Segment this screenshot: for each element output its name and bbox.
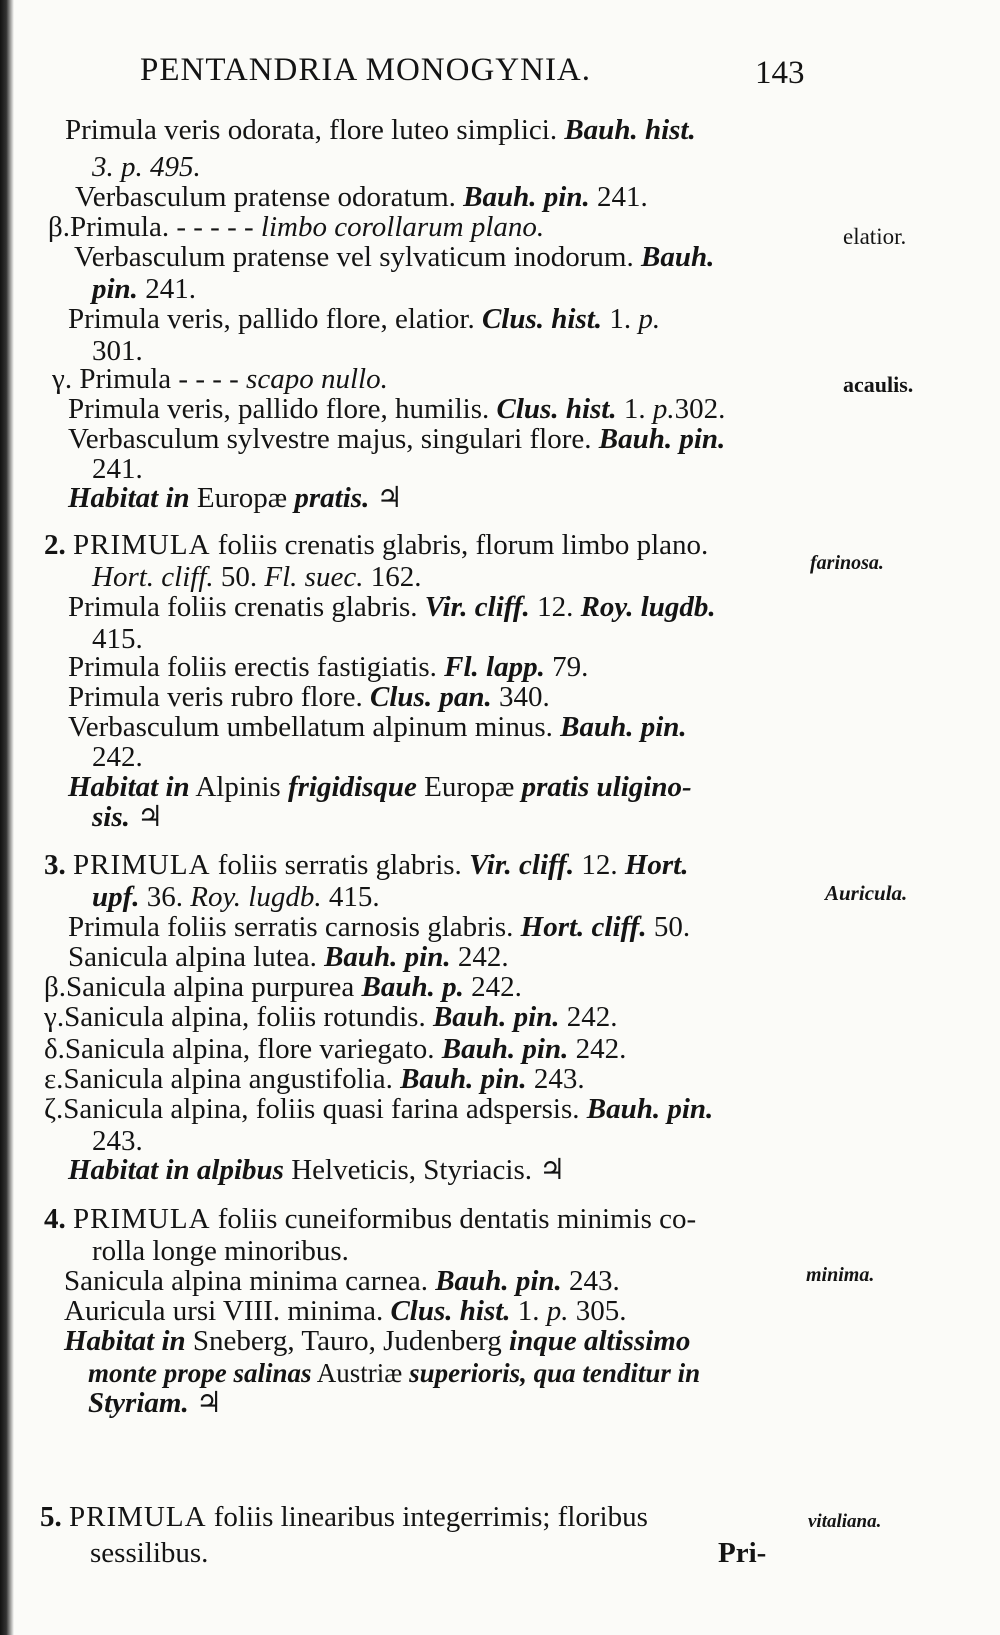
text-line: 243. (92, 1125, 143, 1157)
habitat-line: Styriam. ♃ (88, 1387, 222, 1419)
habitat-line: sis. ♃ (92, 801, 164, 833)
species-heading: 5. PRIMULA foliis linearibus integerrimis; floribus (40, 1501, 648, 1533)
text-line: pin. 241. (92, 273, 196, 305)
text-line: upf. 36. Roy. lugdb. 415. (92, 881, 380, 913)
text-line: Primula veris odorata, flore luteo simplici. Bauh. hist. (65, 114, 696, 146)
text-line: γ. Primula - - - - scapo nullo. (52, 363, 388, 395)
margin-note-acaulis: acaulis. (843, 372, 914, 397)
text-line: Verbasculum sylvestre majus, singulari flore. Bauh. pin. (68, 423, 726, 455)
margin-note-elatior: elatior. (843, 224, 907, 249)
text-line: 242. (92, 741, 143, 773)
text-line: β.Primula. - - - - - limbo corollarum plano. (48, 211, 545, 243)
running-header: PENTANDRIA MONOGYNIA. (140, 52, 592, 88)
species-heading: 4. PRIMULA foliis cuneiformibus dentatis minimis co- (44, 1203, 697, 1235)
text-line: Primula veris, pallido flore, elatior. Clus. hist. 1. p. (68, 303, 661, 335)
margin-note-minima: minima. (806, 1264, 875, 1286)
text-line: Verbasculum umbellatum alpinum minus. Bauh. pin. (68, 711, 687, 743)
text-line: ε.Sanicula alpina angustifolia. Bauh. pin. 243. (44, 1063, 585, 1095)
species-heading: 2. PRIMULA foliis crenatis glabris, florum limbo plano. (44, 529, 709, 561)
text-line: Sanicula alpina minima carnea. Bauh. pin. 243. (64, 1265, 620, 1297)
text-line: ζ.Sanicula alpina, foliis quasi farina adspersis. Bauh. pin. (44, 1093, 714, 1125)
margin-note-vitaliana: vitaliana. (808, 1511, 882, 1532)
margin-note-farinosa: farinosa. (810, 552, 884, 574)
habitat-line: Habitat in Alpinis frigidisque Europæ pratis uligino- (68, 771, 692, 803)
text-line: Verbasculum pratense vel sylvaticum inodorum. Bauh. (74, 241, 715, 273)
text-line: Sanicula alpina lutea. Bauh. pin. 242. (68, 941, 509, 973)
text-line: Primula foliis serratis carnosis glabris. Hort. cliff. 50. (68, 911, 691, 943)
habitat-line: Habitat in Europæ pratis. ♃ (68, 482, 403, 514)
text-line: γ.Sanicula alpina, foliis rotundis. Bauh. pin. 242. (44, 1001, 618, 1033)
text-line: Auricula ursi VIII. minima. Clus. hist. 1. p. 305. (64, 1295, 627, 1327)
text-line: 301. (92, 335, 143, 367)
text-line: Hort. cliff. 50. Fl. suec. 162. (92, 561, 422, 593)
text-line: Primula veris rubro flore. Clus. pan. 340. (68, 681, 550, 713)
text-line: δ.Sanicula alpina, flore variegato. Bauh. pin. 242. (44, 1033, 627, 1065)
text-line: rolla longe minoribus. (92, 1235, 349, 1267)
habitat-line: Habitat in alpibus Helveticis, Styriacis. ♃ (68, 1154, 566, 1186)
page-number: 143 (755, 55, 805, 91)
text-line: 415. (92, 623, 143, 655)
margin-note-auricula: Auricula. (825, 881, 908, 905)
text-line: sessilibus. (90, 1537, 209, 1569)
habitat-line: monte prope salinas Austriæ superioris, qua tenditur in (88, 1358, 701, 1388)
page-spine-shadow (0, 0, 14, 1635)
text-line: 3. p. 495. (92, 151, 201, 183)
habitat-line: Habitat in Sneberg, Tauro, Judenberg inque altissimo (64, 1325, 691, 1357)
catchword: Pri- (718, 1537, 767, 1569)
text-line: Primula foliis erectis fastigiatis. Fl. lapp. 79. (68, 651, 589, 683)
species-heading: 3. PRIMULA foliis serratis glabris. Vir. cliff. 12. Hort. (44, 849, 689, 881)
text-line: 241. (92, 453, 143, 485)
text-line: Primula veris, pallido flore, humilis. Clus. hist. 1. p.302. (68, 393, 726, 425)
text-line: Primula foliis crenatis glabris. Vir. cliff. 12. Roy. lugdb. (68, 591, 716, 623)
text-line: β.Sanicula alpina purpurea Bauh. p. 242. (44, 971, 522, 1003)
text-line: Verbasculum pratense odoratum. Bauh. pin. 241. (75, 181, 648, 213)
